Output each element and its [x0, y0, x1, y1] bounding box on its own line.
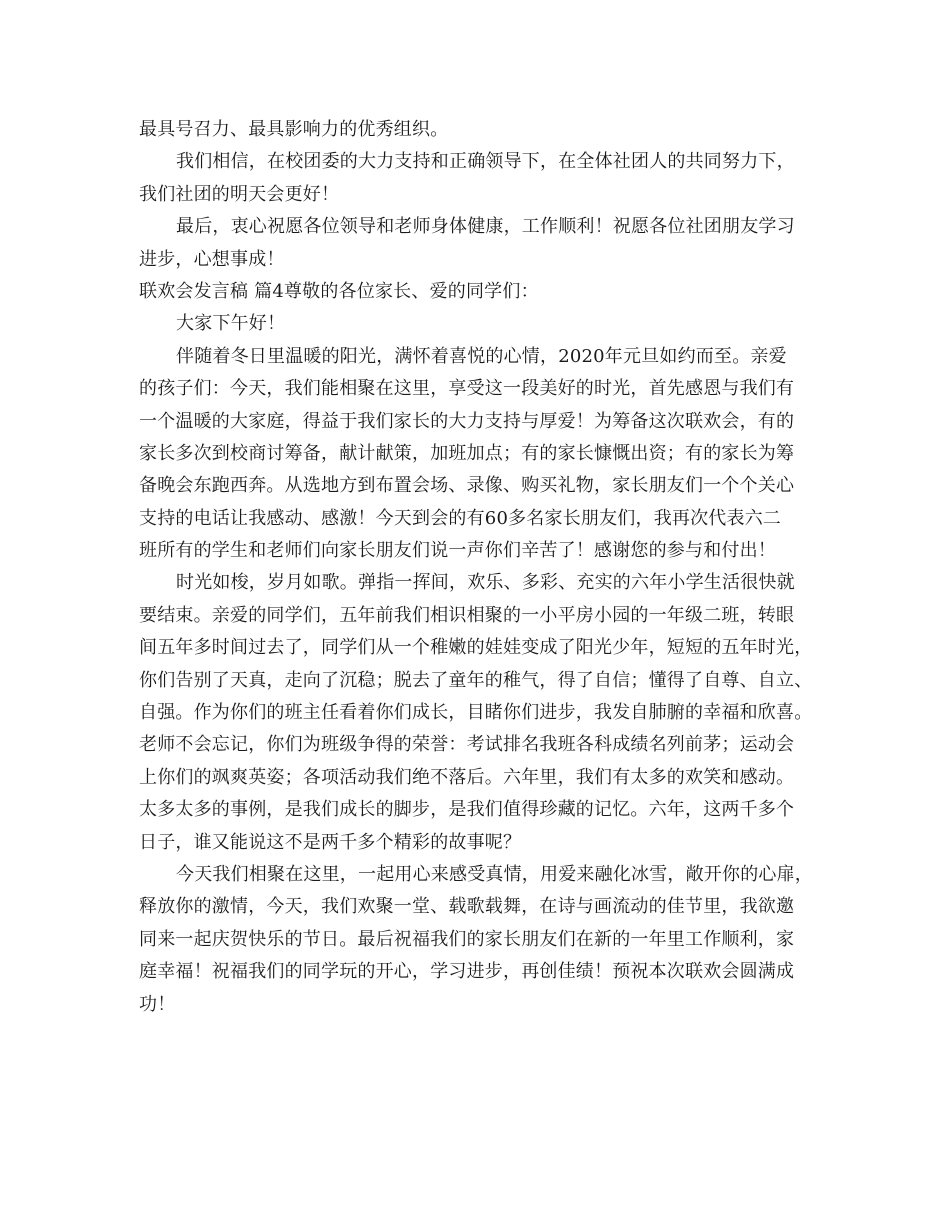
text-line: 我们社团的明天会更好！	[139, 183, 340, 205]
text-line: 伴随着冬日里温暖的阳光，满怀着喜悦的心情，2020年元旦如约而至。亲爱	[176, 345, 787, 367]
text-line: 家长多次到校商讨筹备，献计献策，加班加点；有的家长慷慨出资；有的家长为筹	[139, 442, 795, 464]
text-line: 大家下午好！	[176, 313, 286, 335]
text-line: 支持的电话让我感动、感激！今天到会的有60多名家长朋友们，我再次代表六二	[139, 507, 782, 529]
text-line: 同来一起庆贺快乐的节日。最后祝福我们的家长朋友们在新的一年里工作顺利，家	[139, 928, 795, 950]
text-line: 要结束。亲爱的同学们，五年前我们相识相聚的一小平房小园的一年级二班，转眼	[139, 604, 795, 626]
text-line: 今天我们相聚在这里，一起用心来感受真情，用爱来融化冰雪，敞开你的心扉，	[176, 863, 813, 885]
text-line: 老师不会忘记，你们为班级争得的荣誉：考试排名我班各科成绩名列前茅；运动会	[139, 734, 795, 756]
text-line: 我们相信，在校团委的大力支持和正确领导下，在全体社团人的共同努力下，	[176, 151, 795, 173]
text-line: 最后，衷心祝愿各位领导和老师身体健康，工作顺利！祝愿各位社团朋友学习	[176, 216, 795, 238]
text-line: 备晚会东跑西奔。从选地方到布置会场、录像、购买礼物，家长朋友们一个个关心	[139, 475, 795, 497]
text-line: 的孩子们：今天，我们能相聚在这里，享受这一段美好的时光，首先感恩与我们有	[139, 378, 795, 400]
text-line: 太多太多的事例，是我们成长的脚步，是我们值得珍藏的记忆。六年，这两千多个	[139, 799, 795, 821]
text-line: 班所有的学生和老师们向家长朋友们说一声你们辛苦了！感谢您的参与和付出！	[139, 540, 776, 562]
text-line: 自强。作为你们的班主任看着你们成长，目睹你们进步，我发自肺腑的幸福和欣喜。	[139, 702, 813, 724]
text-line: 日子，谁又能说这不是两千多个精彩的故事呢？	[139, 831, 522, 853]
text-line: 联欢会发言稿 篇4尊敬的各位家长、爱的同学们：	[139, 280, 539, 302]
text-line: 最具号召力、最具影响力的优秀组织。	[139, 119, 449, 140]
text-line: 进步，心想事成！	[139, 248, 285, 270]
text-line: 时光如梭，岁月如歌。弹指一挥间，欢乐、多彩、充实的六年小学生活很快就	[176, 572, 795, 594]
text-line: 上你们的飒爽英姿；各项活动我们绝不落后。六年里，我们有太多的欢笑和感动。	[139, 766, 795, 788]
text-line: 功！	[139, 993, 176, 1015]
text-line: 你们告别了天真，走向了沉稳；脱去了童年的稚气，得了自信；懂得了自尊、自立、	[139, 669, 813, 691]
text-line: 一个温暖的大家庭，得益于我们家长的大力支持与厚爱！为筹备这次联欢会，有的	[139, 410, 795, 432]
text-line: 庭幸福！祝福我们的同学玩的开心，学习进步，再创佳绩！预祝本次联欢会圆满成	[139, 961, 795, 983]
text-line: 间五年多时间过去了，同学们从一个稚嫩的娃娃变成了阳光少年，短短的五年时光，	[139, 637, 813, 659]
text-line: 释放你的激情，今天，我们欢聚一堂、载歌载舞，在诗与画流动的佳节里，我欲邀	[139, 896, 795, 918]
document-body	[139, 114, 811, 1021]
